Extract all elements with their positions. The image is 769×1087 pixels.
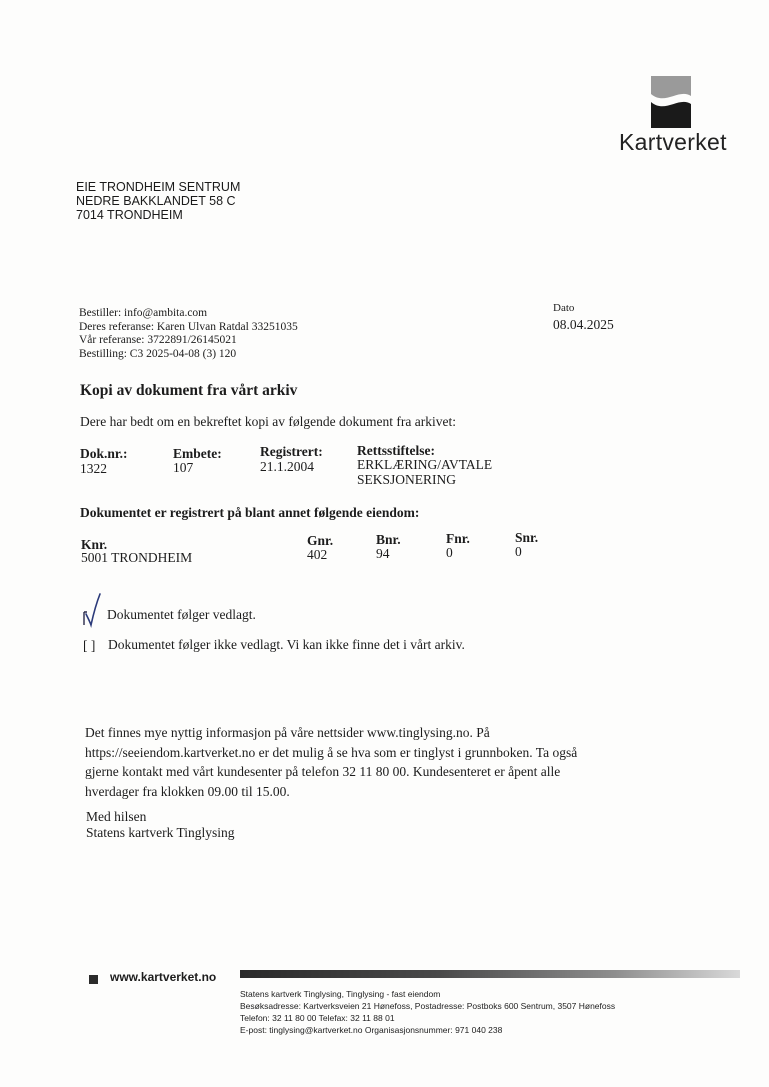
footer-line: Besøksadresse: Kartverksveien 21 Hønefoss, Postadresse: Postboks 600 Sentrum, 3507 Hønefoss: [240, 1001, 616, 1011]
fnr-value: 0: [446, 545, 453, 560]
attached-option-text: Dokumentet følger vedlagt.: [107, 607, 256, 622]
kartverket-wave-logo-icon: [651, 76, 691, 128]
info-line: hverdager fra klokken 09.00 til 15.00.: [85, 783, 290, 799]
our-reference: Vår referanse: 3722891/26145021: [79, 334, 237, 346]
order-number: Bestilling: C3 2025-04-08 (3) 120: [79, 347, 237, 360]
footer-gradient-bar: [240, 970, 740, 978]
embete-value: 107: [173, 460, 194, 475]
order-info: [79, 307, 298, 361]
info-line: Det finnes mye nyttig informasjon på våre nettsider www.tinglysing.no. På: [85, 725, 490, 740]
bnr-header: Bnr.: [376, 532, 401, 547]
doknr-header: Dok.nr.:: [80, 446, 128, 461]
gnr-value: 402: [307, 547, 328, 562]
page-title: Kopi av dokument fra vårt arkiv: [80, 382, 298, 399]
info-line: https://seeiendom.kartverket.no er det mulig å se hva som er tinglyst i grunnboken. Ta også: [85, 744, 578, 760]
rettsstiftelse-value-line1: ERKLÆRING/AVTALE: [357, 457, 493, 472]
doknr-value: 1322: [80, 461, 107, 476]
embete-header: Embete:: [173, 446, 222, 461]
snr-header: Snr.: [515, 530, 539, 545]
bnr-value: 94: [376, 546, 390, 561]
orderer: Bestiller: info@ambita.com: [79, 307, 208, 319]
info-paragraph: [85, 723, 645, 801]
info-line: gjerne kontakt med vårt kundesenter på telefon 32 11 80 00. Kundesenteret er åpent alle: [85, 764, 561, 779]
logo-wordmark: Kartverket: [619, 129, 727, 155]
footer-info: [240, 988, 615, 1036]
footer-line: Statens kartverk Tinglysing, Tinglysing - fast eiendom: [240, 989, 441, 999]
not-attached-checkbox: [ ]: [83, 638, 96, 653]
snr-value: 0: [515, 544, 522, 559]
recipient-line: EIE TRONDHEIM SENTRUM: [76, 180, 241, 194]
recipient-line: NEDRE BAKKLANDET 58 C: [76, 194, 236, 208]
date-label: Dato: [553, 302, 575, 314]
footer-square-icon: [89, 975, 98, 984]
date-value: 08.04.2025: [553, 317, 614, 332]
knr-value: 5001 TRONDHEIM: [81, 550, 193, 565]
intro-text: Dere har bedt om en bekreftet kopi av følgende dokument fra arkivet:: [80, 414, 456, 429]
your-reference: Deres referanse: Karen Ulvan Ratdal 33251035: [79, 320, 298, 333]
rettsstiftelse-header: Rettsstiftelse:: [357, 443, 435, 458]
gnr-header: Gnr.: [307, 533, 334, 548]
closing-signature: Statens kartverk Tinglysing: [86, 825, 235, 840]
footer-line: Telefon: 32 11 80 00 Telefax: 32 11 88 01: [240, 1013, 395, 1023]
registrert-header: Registrert:: [260, 444, 323, 459]
knr-header: Knr.: [81, 537, 108, 552]
property-heading: Dokumentet er registrert på blant annet følgende eiendom:: [80, 505, 420, 520]
rettsstiftelse-value-line2: SEKSJONERING: [357, 472, 457, 487]
closing-greeting: Med hilsen: [86, 809, 147, 824]
footer-url: www.kartverket.no: [110, 970, 217, 984]
handwritten-check-icon: [80, 592, 104, 632]
recipient-address: [76, 180, 240, 222]
footer-line: E-post: tinglysing@kartverket.no Organisasjonsnummer: 971 040 238: [240, 1025, 503, 1035]
not-attached-option-text: Dokumentet følger ikke vedlagt. Vi kan ikke finne det i vårt arkiv.: [108, 637, 465, 652]
recipient-line: 7014 TRONDHEIM: [76, 208, 183, 222]
fnr-header: Fnr.: [446, 531, 470, 546]
closing: [86, 809, 235, 841]
registrert-value: 21.1.2004: [260, 459, 314, 474]
